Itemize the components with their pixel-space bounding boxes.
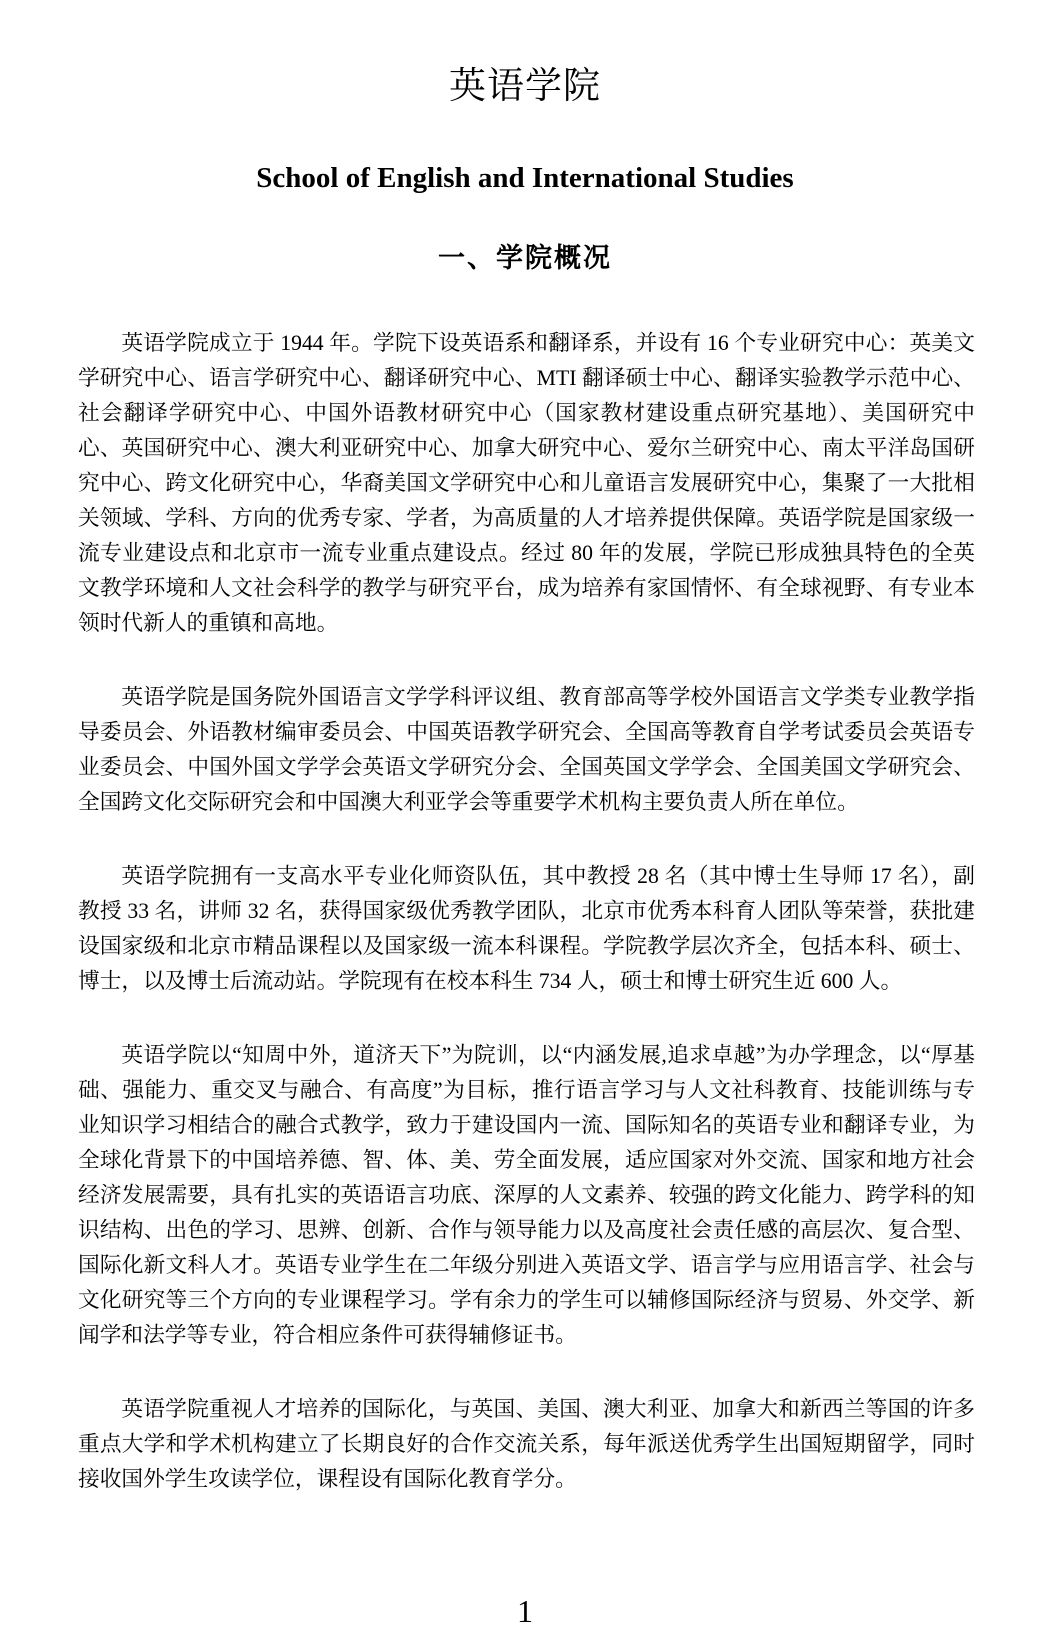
page-number: 1: [517, 1593, 533, 1629]
document-body: [78, 326, 975, 1497]
paragraph-academic-organizations: 英语学院是国务院外国语言文学学科评议组、教育部高等学校外国语言文学类专业教学指导委员会、外语教材编审委员会、中国英语教学研究会、全国高等教育自学考试委员会英语专业委员会、中国外国文学学会英语文学研究分会、全国英国文学学会、全国美国文学研究会、全国跨文化交际研究会和中国澳大利亚学会等重要学术机构主要负责人所在单位。: [78, 685, 975, 814]
paragraph-faculty-statistics: 英语学院拥有一支高水平专业化师资队伍，其中教授 28 名（其中博士生导师 17 名），副教授 33 名，讲师 32 名，获得国家级优秀教学团队，北京市优秀本科育人团队等荣誉，获批建设国家级和北京市精品课程以及国家级一流本科课程。学院教学层次齐全，包括本科、硕士、博士，以及博士后流动站。学院现有在校本科生 734 人，硕士和博士研究生近 600 人。: [78, 864, 975, 993]
paragraph-history-centers: 英语学院成立于 1944 年。学院下设英语系和翻译系，并设有 16 个专业研究中心：英美文学研究中心、语言学研究中心、翻译研究中心、MTI 翻译硕士中心、翻译实验教学示范中心、社会翻译学研究中心、中国外语教材研究中心（国家教材建设重点研究基地）、美国研究中心、英国研究中心、澳大利亚研究中心、加拿大研究中心、爱尔兰研究中心、南太平洋岛国研究中心、跨文化研究中心，华裔美国文学研究中心和儿童语言发展研究中心，集聚了一大批相关领域、学科、方向的优秀专家、学者，为高质量的人才培养提供保障。英语学院是国家级一流专业建设点和北京市一流专业重点建设点。经过 80 年的发展，学院已形成独具特色的全英文教学环境和人文社会科学的教学与研究平台，成为培养有家国情怀、有全球视野、有专业本领时代新人的重镇和高地。: [78, 331, 975, 635]
page-title-chinese: 英语学院: [449, 65, 601, 106]
section-heading-overview: 一、学院概况: [438, 243, 612, 273]
paragraph-internationalization: 英语学院重视人才培养的国际化，与英国、美国、澳大利亚、加拿大和新西兰等国的许多重点大学和学术机构建立了长期良好的合作交流关系，每年派送优秀学生出国短期留学，同时接收国外学生攻读学位，课程设有国际化教育学分。: [78, 1397, 975, 1491]
paragraph-motto-education: 英语学院以“知周中外，道济天下”为院训，以“内涵发展,追求卓越”为办学理念，以“厚基础、强能力、重交叉与融合、有高度”为目标，推行语言学习与人文社科教育、技能训练与专业知识学习相结合的融合式教学，致力于建设国内一流、国际知名的英语专业和翻译专业，为全球化背景下的中国培养德、智、体、美、劳全面发展，适应国家对外交流、国家和地方社会经济发展需要，具有扎实的英语语言功底、深厚的人文素养、较强的跨文化能力、跨学科的知识结构、出色的学习、思辨、创新、合作与领导能力以及高度社会责任感的高层次、复合型、国际化新文科人才。英语专业学生在二年级分别进入英语文学、语言学与应用语言学、社会与文化研究等三个方向的专业课程学习。学有余力的学生可以辅修国际经济与贸易、外交学、新闻学和法学等专业，符合相应条件可获得辅修证书。: [78, 1043, 975, 1347]
page-title-english: School of English and International Studies: [256, 162, 794, 194]
